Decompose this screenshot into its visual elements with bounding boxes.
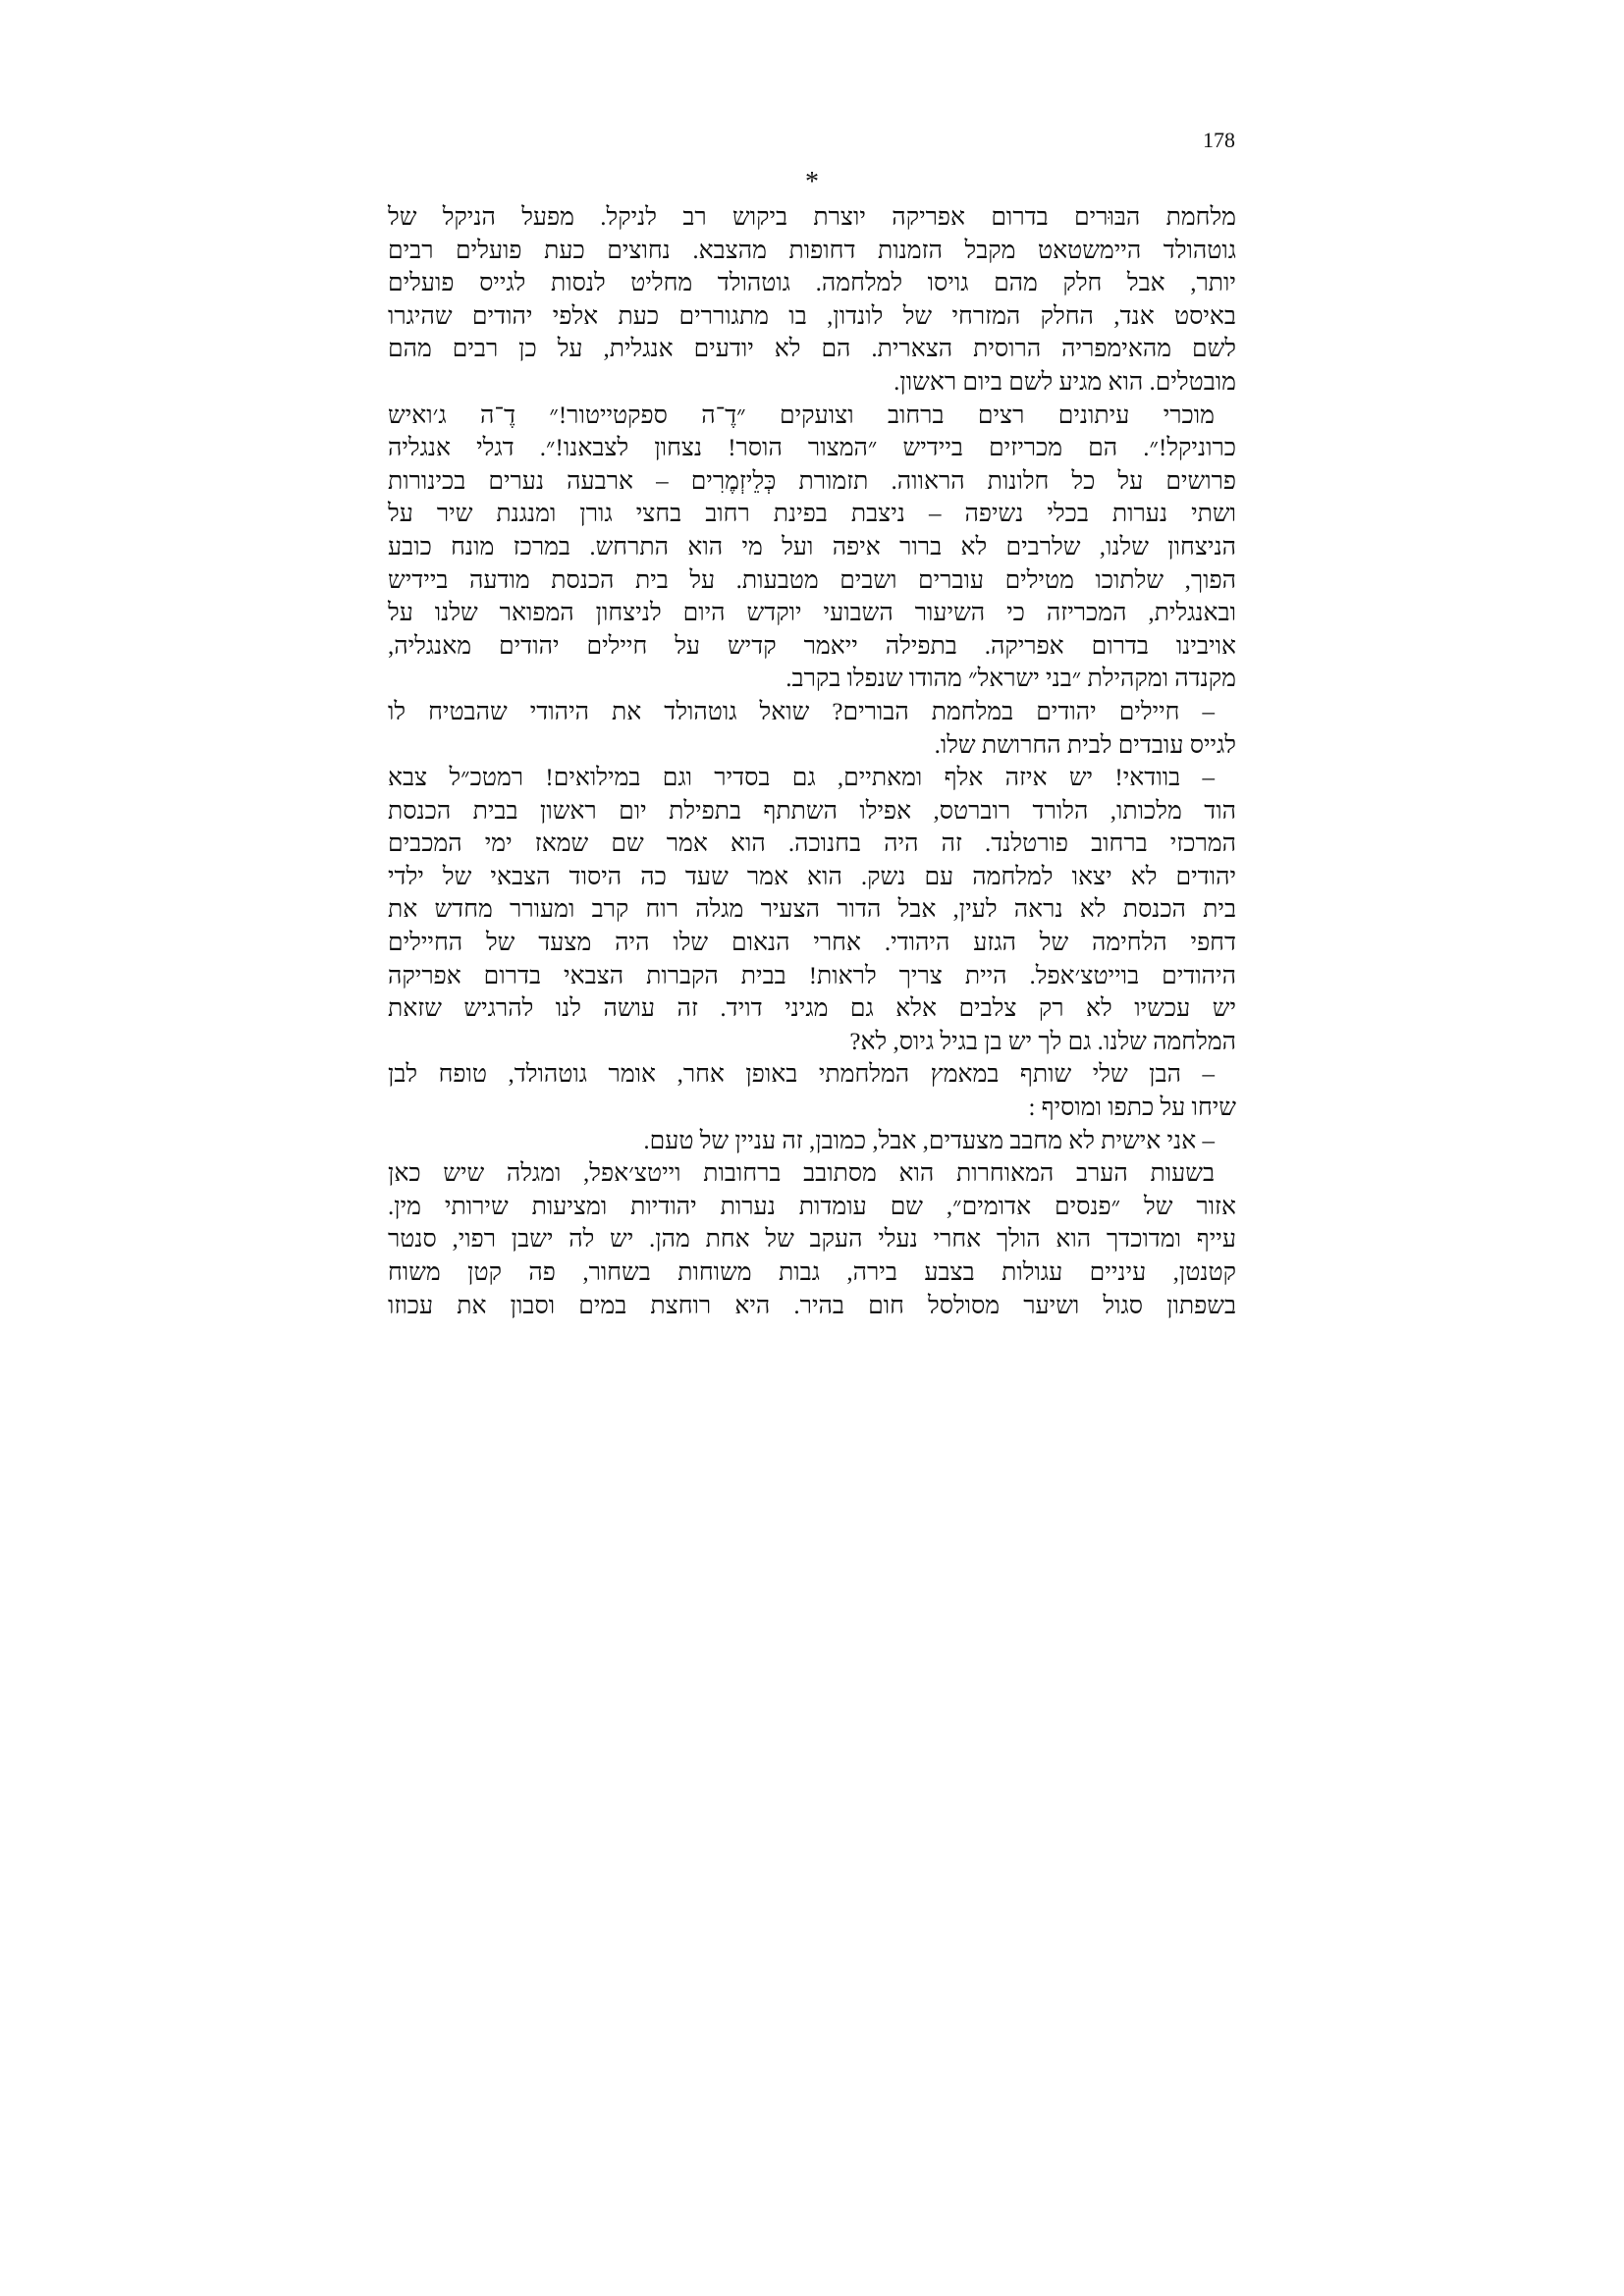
text-line: גוטהולד היימשטאט מקבל הזמנות דחופות מהצבא. נחוצים כעת פועלים רבים — [388, 237, 1236, 264]
text-line: כרוניקל!״. הם מכריזים ביידיש ״המצור הוסר! נצחון לצבאנו!״. דגלי אנגליה — [388, 435, 1236, 462]
text-line: יותר, אבל חלק מהם גויסו למלחמה. גוטהולד מחליט לנסות לגייס פועלים — [388, 270, 1236, 297]
text-line: – הבן שלי שותף במאמץ המלחמתי באופן אחר, אומר גוטהולד, טופח לבן — [388, 1061, 1215, 1089]
text-line: מוכרי עיתונים רצים ברחוב וצועקים ״דֶ־ה ספקטייטור!״ דֶ־ה ג׳ואיש — [388, 401, 1215, 429]
text-line: עייף ומדוכדך הוא הולך אחרי נעלי העקב של אחת מהן. יש לה ישבן רפוי, סנטר — [388, 1226, 1236, 1254]
text-line: אויבינו בדרום אפריקה. בתפילה ייאמר קדיש על חיילים יהודים מאנגליה, — [388, 632, 1236, 660]
text-line: ובאנגלית, המכריזה כי השיעור השבועי יוקדש היום לניצחון המפואר שלנו על — [388, 600, 1236, 627]
text-line: – חיילים יהודים במלחמת הבורים? שואל גוטהולד את היהודי שהבטיח לו — [388, 698, 1215, 725]
text-line: – אני אישית לא מחבב מצעדים, אבל, כמובן, זה עניין של טעם. — [643, 1127, 1215, 1154]
text-line: לגייס עובדים לבית החרושת שלו. — [934, 731, 1236, 759]
text-line: אזור של ״פנסים אדומים״, שם עומדות נערות יהודיות ומציעות שירותי מין. — [388, 1193, 1236, 1220]
text-line: המרכזי ברחוב פורטלנד. זה היה בחנוכה. הוא אמר שם שמאז ימי המכבים — [388, 830, 1236, 858]
text-line: הוד מלכותו, הלורד רוברטס, אפילו השתתף בתפילת יום ראשון בבית הכנסת — [388, 797, 1236, 825]
text-line: יהודים לא יצאו למלחמה עם נשק. הוא אמר שעד כה היסוד הצבאי של ילדי — [388, 863, 1236, 890]
text-line: שיחו על כתפו ומוסיף : — [1028, 1095, 1236, 1122]
section-separator: * — [805, 167, 819, 197]
text-line: בשפתון סגול ושיער מסולסל חום בהיר. היא רוחצת במים וסבון את עכוזו — [388, 1292, 1236, 1319]
page-number: 178 — [1203, 128, 1235, 152]
text-line: מלחמת הבּוּרים בדרום אפריקה יוצרת ביקוש רב לניקל. מפעל הניקל של — [388, 204, 1236, 231]
text-line: המלחמה שלנו. גם לך יש בן בגיל גיוס, לא? — [849, 1028, 1236, 1055]
text-line: – בוודאי! יש איזה אלף ומאתיים, גם בסדיר וגם במילואים! רמטכ״ל צבא — [388, 765, 1215, 792]
text-line: היהודים בוייטצ׳אפל. היית צריך לראות! בבית הקברות הצבאי בדרום אפריקה — [388, 962, 1236, 989]
text-line: הפוך, שלתוכו מטילים עוברים ושבים מטבעות. על בית הכנסת מודעה ביידיש — [388, 566, 1236, 594]
text-line: באיסט אנד, החלק המזרחי של לונדון, בו מתגוררים כעת אלפי יהודים שהיגרו — [388, 302, 1236, 330]
text-line: מובטלים. הוא מגיע לשם ביום ראשון. — [893, 368, 1236, 396]
text-line: בשעות הערב המאוחרות הוא מסתובב ברחובות וייטצ׳אפל, ומגלה שיש כאן — [388, 1160, 1215, 1188]
body-text — [388, 201, 1236, 1322]
text-line: פרושים על כל חלונות הראווה. תזמורת כְּלֵיזְמֶרִים – ארבעה נערים בכינורות — [388, 467, 1236, 495]
text-line: בית הכנסת לא נראה לעין, אבל הדור הצעיר מגלה רוח קרב ומעורר מחדש את — [388, 896, 1236, 924]
text-line: לשם מהאימפריה הרוסית הצארית. הם לא יודעים אנגלית, על כן רבים מהם — [388, 336, 1236, 363]
text-line: קטנטן, עיניים עגולות בצבע בירה, גבות משוחות בשחור, פה קטן משוח — [388, 1259, 1236, 1286]
text-line: ושתי נערות בכלי נשיפה – ניצבת בפינת רחוב בחצי גורן ומנגנת שיר על — [388, 501, 1236, 528]
text-line: מקנדה ומקהילת ״בני ישראל״ מהודו שנפלו בקרב. — [785, 666, 1236, 693]
text-line: דחפי הלחימה של הגזע היהודי. אחרי הנאום שלו היה מצעד של החיילים — [388, 930, 1236, 957]
text-line: יש עכשיו לא רק צלבים אלא גם מגיני דויד. זה עושה לנו להרגיש שזאת — [388, 995, 1236, 1023]
text-line: הניצחון שלנו, שלרבים לא ברור איפה ועל מי הוא התרחש. במרכז מונח כובע — [388, 533, 1236, 561]
